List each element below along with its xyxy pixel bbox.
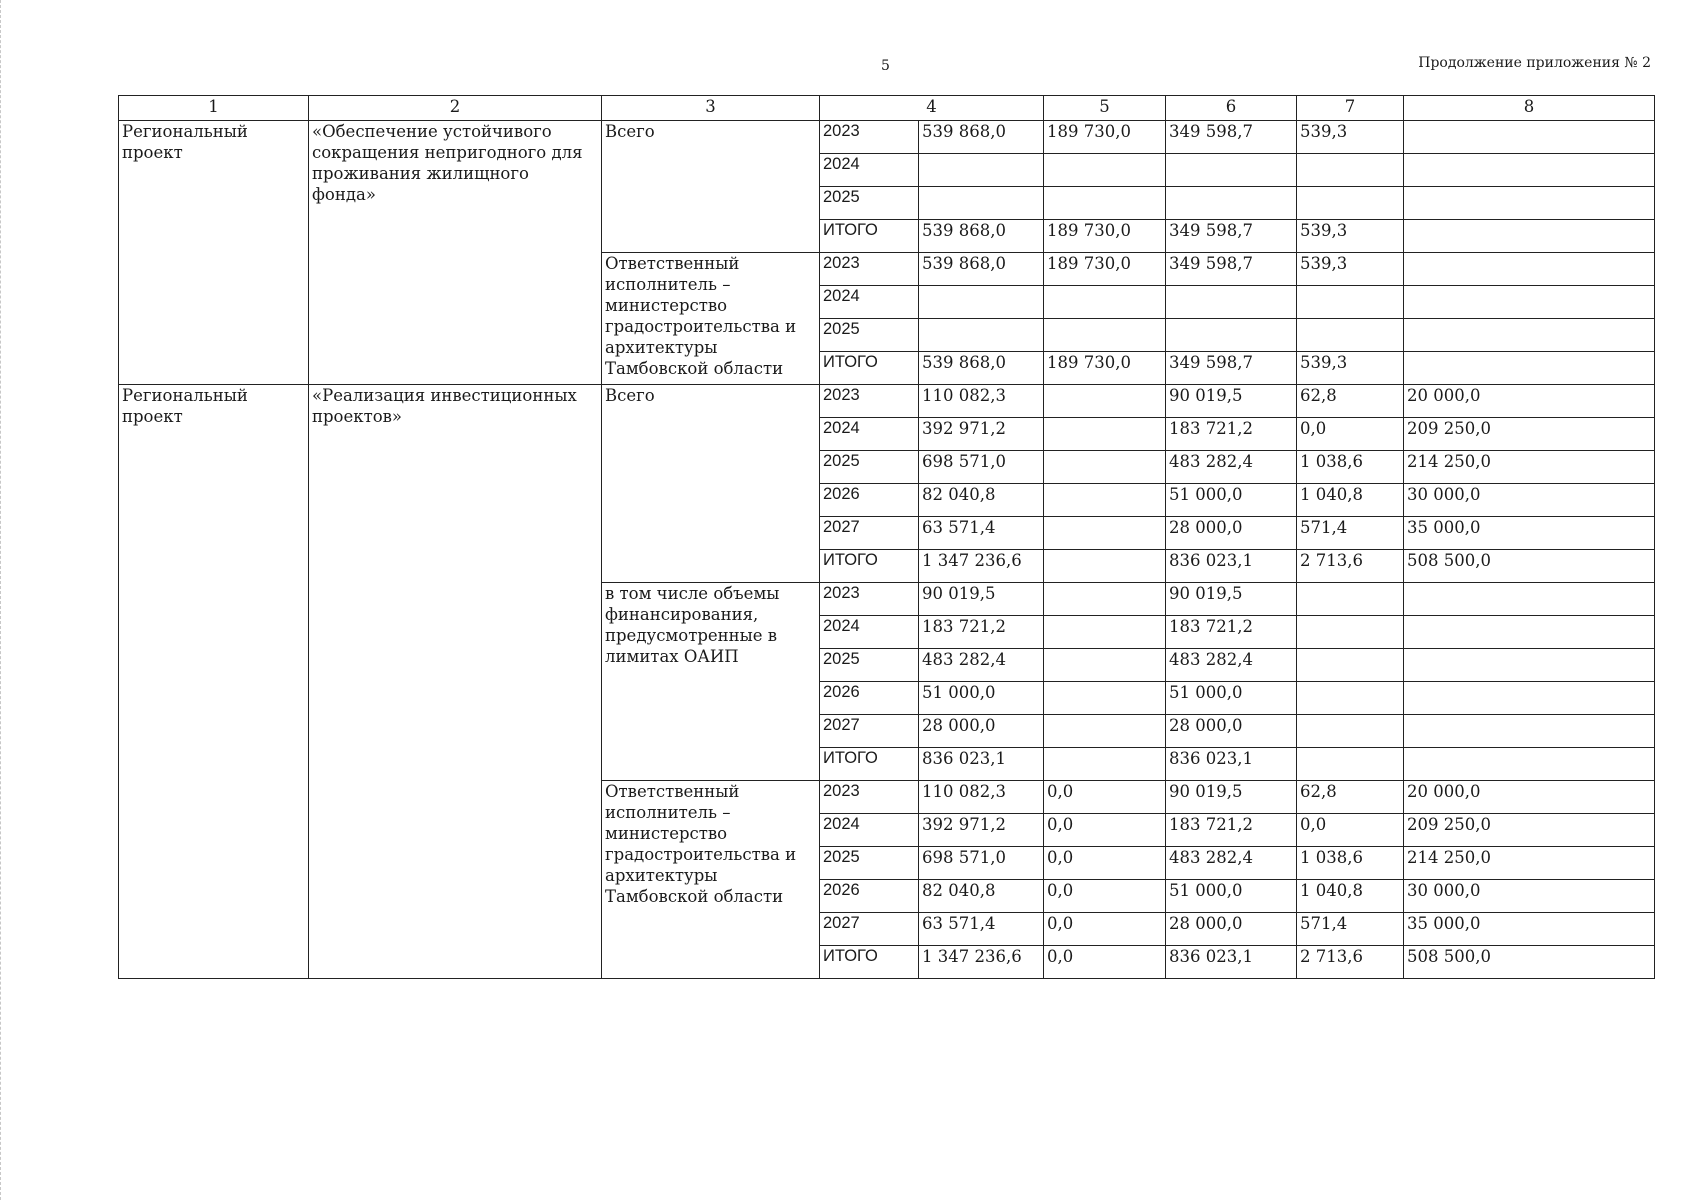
total-amount-cell: 392 971,2 [919, 418, 1044, 451]
year-cell: 2024 [820, 814, 919, 847]
local-budget-cell: 62,8 [1297, 385, 1404, 418]
regional-budget-cell: 349 598,7 [1166, 352, 1297, 385]
local-budget-cell [1297, 748, 1404, 781]
federal-budget-cell [1044, 451, 1166, 484]
local-budget-cell: 62,8 [1297, 781, 1404, 814]
federal-budget-cell: 189 730,0 [1044, 121, 1166, 154]
federal-budget-cell [1044, 418, 1166, 451]
page-number: 5 [881, 58, 890, 74]
group-label-cell: Всего [602, 385, 820, 583]
local-budget-cell [1297, 616, 1404, 649]
regional-budget-cell: 183 721,2 [1166, 418, 1297, 451]
local-budget-cell: 539,3 [1297, 352, 1404, 385]
federal-budget-cell: 189 730,0 [1044, 352, 1166, 385]
total-amount-cell: 392 971,2 [919, 814, 1044, 847]
local-budget-cell [1297, 649, 1404, 682]
regional-budget-cell [1166, 319, 1297, 352]
regional-budget-cell: 51 000,0 [1166, 880, 1297, 913]
year-cell: 2024 [820, 286, 919, 319]
extrabudgetary-cell [1404, 121, 1655, 154]
federal-budget-cell [1044, 649, 1166, 682]
col-header-3: 3 [602, 96, 820, 121]
extrabudgetary-cell: 20 000,0 [1404, 781, 1655, 814]
extrabudgetary-cell: 508 500,0 [1404, 550, 1655, 583]
regional-budget-cell: 28 000,0 [1166, 517, 1297, 550]
total-amount-cell [919, 154, 1044, 187]
regional-budget-cell: 836 023,1 [1166, 946, 1297, 979]
year-cell: 2026 [820, 682, 919, 715]
local-budget-cell: 1 038,6 [1297, 451, 1404, 484]
group-label-cell: Ответственный исполнитель – министерство градостроительства и архитектуры Тамбовской области [602, 781, 820, 979]
federal-budget-cell [1044, 154, 1166, 187]
regional-budget-cell: 90 019,5 [1166, 385, 1297, 418]
regional-budget-cell: 90 019,5 [1166, 781, 1297, 814]
federal-budget-cell [1044, 319, 1166, 352]
total-amount-cell: 82 040,8 [919, 484, 1044, 517]
total-amount-cell: 63 571,4 [919, 913, 1044, 946]
extrabudgetary-cell [1404, 154, 1655, 187]
table-row [119, 121, 1655, 154]
federal-budget-cell: 0,0 [1044, 814, 1166, 847]
year-cell: ИТОГО [820, 220, 919, 253]
local-budget-cell: 0,0 [1297, 418, 1404, 451]
local-budget-cell: 1 038,6 [1297, 847, 1404, 880]
total-amount-cell [919, 286, 1044, 319]
local-budget-cell [1297, 583, 1404, 616]
total-amount-cell: 539 868,0 [919, 253, 1044, 286]
federal-budget-cell [1044, 517, 1166, 550]
year-cell: 2023 [820, 781, 919, 814]
total-amount-cell: 63 571,4 [919, 517, 1044, 550]
extrabudgetary-cell [1404, 286, 1655, 319]
table-body [119, 96, 1655, 979]
year-cell: 2023 [820, 121, 919, 154]
local-budget-cell: 571,4 [1297, 913, 1404, 946]
regional-budget-cell: 483 282,4 [1166, 847, 1297, 880]
extrabudgetary-cell: 214 250,0 [1404, 847, 1655, 880]
total-amount-cell [919, 187, 1044, 220]
year-cell: ИТОГО [820, 352, 919, 385]
col-header-6: 6 [1166, 96, 1297, 121]
regional-budget-cell: 28 000,0 [1166, 715, 1297, 748]
extrabudgetary-cell [1404, 253, 1655, 286]
local-budget-cell: 2 713,6 [1297, 550, 1404, 583]
federal-budget-cell [1044, 616, 1166, 649]
federal-budget-cell: 0,0 [1044, 946, 1166, 979]
year-cell: 2025 [820, 187, 919, 220]
extrabudgetary-cell: 35 000,0 [1404, 913, 1655, 946]
year-cell: ИТОГО [820, 748, 919, 781]
federal-budget-cell: 0,0 [1044, 781, 1166, 814]
extrabudgetary-cell: 508 500,0 [1404, 946, 1655, 979]
regional-budget-cell: 183 721,2 [1166, 814, 1297, 847]
extrabudgetary-cell: 214 250,0 [1404, 451, 1655, 484]
regional-budget-cell: 349 598,7 [1166, 220, 1297, 253]
appendix-header: Продолжение приложения № 2 [1418, 55, 1651, 71]
year-cell: 2027 [820, 913, 919, 946]
extrabudgetary-cell [1404, 748, 1655, 781]
local-budget-cell [1297, 715, 1404, 748]
federal-budget-cell: 189 730,0 [1044, 220, 1166, 253]
regional-budget-cell [1166, 154, 1297, 187]
total-amount-cell: 28 000,0 [919, 715, 1044, 748]
extrabudgetary-cell [1404, 649, 1655, 682]
extrabudgetary-cell [1404, 352, 1655, 385]
total-amount-cell: 1 347 236,6 [919, 946, 1044, 979]
col-header-2: 2 [309, 96, 602, 121]
regional-budget-cell: 483 282,4 [1166, 649, 1297, 682]
group-label-cell: в том числе объемы финансирования, предусмотренные в лимитах ОАИП [602, 583, 820, 781]
local-budget-cell: 539,3 [1297, 220, 1404, 253]
local-budget-cell: 2 713,6 [1297, 946, 1404, 979]
total-amount-cell [919, 319, 1044, 352]
year-cell: 2025 [820, 649, 919, 682]
local-budget-cell: 0,0 [1297, 814, 1404, 847]
extrabudgetary-cell: 30 000,0 [1404, 880, 1655, 913]
regional-budget-cell: 28 000,0 [1166, 913, 1297, 946]
total-amount-cell: 539 868,0 [919, 220, 1044, 253]
federal-budget-cell [1044, 187, 1166, 220]
federal-budget-cell: 189 730,0 [1044, 253, 1166, 286]
project-type-cell: Региональный проект [119, 385, 309, 979]
year-cell: 2025 [820, 847, 919, 880]
regional-budget-cell: 51 000,0 [1166, 682, 1297, 715]
extrabudgetary-cell: 30 000,0 [1404, 484, 1655, 517]
year-cell: ИТОГО [820, 946, 919, 979]
total-amount-cell: 90 019,5 [919, 583, 1044, 616]
extrabudgetary-cell [1404, 583, 1655, 616]
federal-budget-cell [1044, 550, 1166, 583]
federal-budget-cell [1044, 748, 1166, 781]
extrabudgetary-cell [1404, 220, 1655, 253]
year-cell: 2025 [820, 319, 919, 352]
extrabudgetary-cell [1404, 682, 1655, 715]
financing-table [118, 95, 1655, 979]
total-amount-cell: 539 868,0 [919, 121, 1044, 154]
year-cell: ИТОГО [820, 550, 919, 583]
extrabudgetary-cell [1404, 187, 1655, 220]
regional-budget-cell: 90 019,5 [1166, 583, 1297, 616]
year-cell: 2024 [820, 616, 919, 649]
total-amount-cell: 110 082,3 [919, 781, 1044, 814]
extrabudgetary-cell [1404, 616, 1655, 649]
year-cell: 2023 [820, 385, 919, 418]
extrabudgetary-cell: 209 250,0 [1404, 814, 1655, 847]
regional-budget-cell: 183 721,2 [1166, 616, 1297, 649]
year-cell: 2023 [820, 253, 919, 286]
regional-budget-cell: 51 000,0 [1166, 484, 1297, 517]
project-name-cell: «Реализация инвестиционных проектов» [309, 385, 602, 979]
table-row [119, 385, 1655, 418]
total-amount-cell: 483 282,4 [919, 649, 1044, 682]
regional-budget-cell: 349 598,7 [1166, 121, 1297, 154]
total-amount-cell: 698 571,0 [919, 451, 1044, 484]
col-header-8: 8 [1404, 96, 1655, 121]
total-amount-cell: 51 000,0 [919, 682, 1044, 715]
local-budget-cell: 539,3 [1297, 253, 1404, 286]
federal-budget-cell [1044, 286, 1166, 319]
column-number-row [119, 96, 1655, 121]
year-cell: 2025 [820, 451, 919, 484]
total-amount-cell: 539 868,0 [919, 352, 1044, 385]
extrabudgetary-cell: 35 000,0 [1404, 517, 1655, 550]
total-amount-cell: 1 347 236,6 [919, 550, 1044, 583]
group-label-cell: Ответственный исполнитель – министерство градостроительства и архитектуры Тамбовской области [602, 253, 820, 385]
federal-budget-cell [1044, 715, 1166, 748]
col-header-7: 7 [1297, 96, 1404, 121]
regional-budget-cell: 483 282,4 [1166, 451, 1297, 484]
regional-budget-cell: 836 023,1 [1166, 550, 1297, 583]
year-cell: 2024 [820, 154, 919, 187]
total-amount-cell: 183 721,2 [919, 616, 1044, 649]
regional-budget-cell [1166, 286, 1297, 319]
col-header-4: 4 [820, 96, 1044, 121]
year-cell: 2026 [820, 484, 919, 517]
extrabudgetary-cell: 20 000,0 [1404, 385, 1655, 418]
year-cell: 2027 [820, 517, 919, 550]
regional-budget-cell: 836 023,1 [1166, 748, 1297, 781]
federal-budget-cell: 0,0 [1044, 847, 1166, 880]
year-cell: 2026 [820, 880, 919, 913]
project-name-cell: «Обеспечение устойчивого сокращения непригодного для проживания жилищного фонда» [309, 121, 602, 385]
federal-budget-cell: 0,0 [1044, 880, 1166, 913]
local-budget-cell: 1 040,8 [1297, 880, 1404, 913]
local-budget-cell: 1 040,8 [1297, 484, 1404, 517]
federal-budget-cell [1044, 682, 1166, 715]
extrabudgetary-cell: 209 250,0 [1404, 418, 1655, 451]
total-amount-cell: 698 571,0 [919, 847, 1044, 880]
project-type-cell: Региональный проект [119, 121, 309, 385]
extrabudgetary-cell [1404, 715, 1655, 748]
local-budget-cell [1297, 319, 1404, 352]
total-amount-cell: 110 082,3 [919, 385, 1044, 418]
local-budget-cell: 571,4 [1297, 517, 1404, 550]
total-amount-cell: 836 023,1 [919, 748, 1044, 781]
year-cell: 2023 [820, 583, 919, 616]
year-cell: 2024 [820, 418, 919, 451]
federal-budget-cell: 0,0 [1044, 913, 1166, 946]
local-budget-cell [1297, 286, 1404, 319]
local-budget-cell [1297, 682, 1404, 715]
extrabudgetary-cell [1404, 319, 1655, 352]
local-budget-cell [1297, 154, 1404, 187]
federal-budget-cell [1044, 583, 1166, 616]
col-header-5: 5 [1044, 96, 1166, 121]
col-header-1: 1 [119, 96, 309, 121]
group-label-cell: Всего [602, 121, 820, 253]
federal-budget-cell [1044, 484, 1166, 517]
scan-edge-mark [0, 0, 4, 1200]
year-cell: 2027 [820, 715, 919, 748]
federal-budget-cell [1044, 385, 1166, 418]
total-amount-cell: 82 040,8 [919, 880, 1044, 913]
regional-budget-cell: 349 598,7 [1166, 253, 1297, 286]
local-budget-cell: 539,3 [1297, 121, 1404, 154]
regional-budget-cell [1166, 187, 1297, 220]
local-budget-cell [1297, 187, 1404, 220]
